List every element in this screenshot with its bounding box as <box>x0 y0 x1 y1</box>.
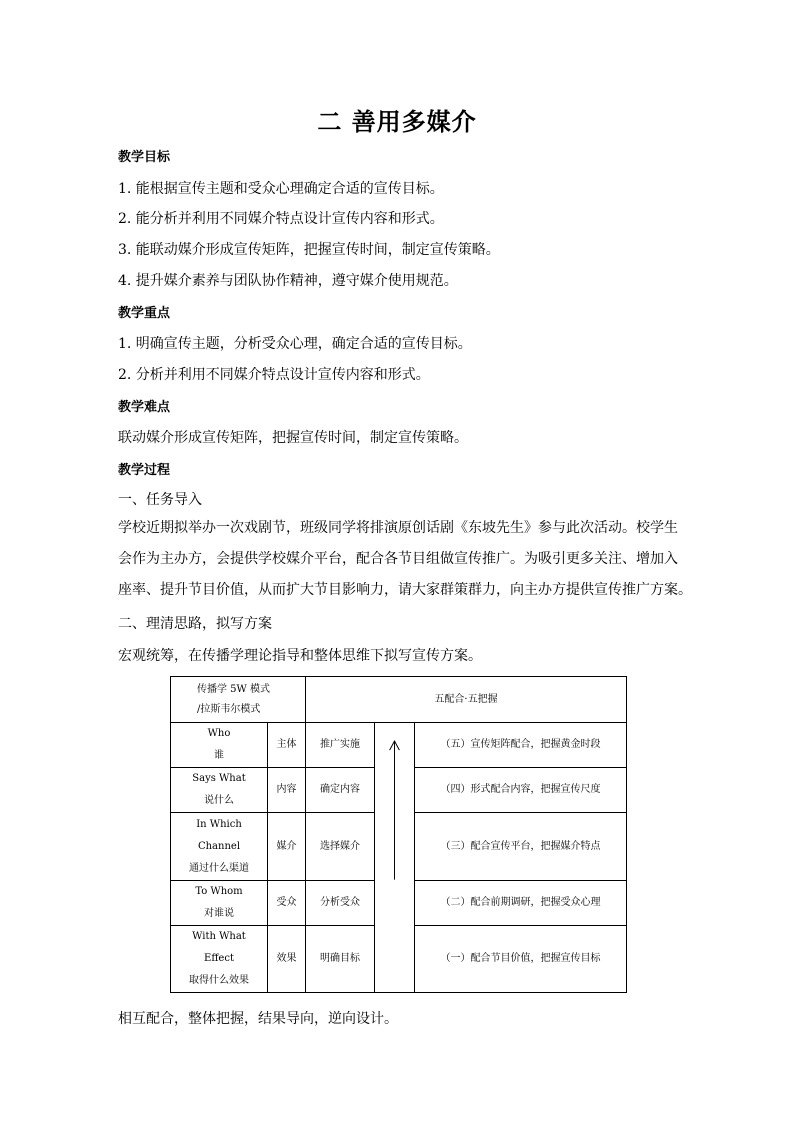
5w-model-table <box>170 676 627 993</box>
up-arrow-icon <box>375 723 414 992</box>
question-cell <box>171 926 268 993</box>
goals-heading: 教学目标 <box>118 150 171 165</box>
action-cell: 选择媒介 <box>306 813 375 881</box>
goal-item: 4. 提升媒介素养与团队协作精神，遵守媒介使用规范。 <box>118 273 458 289</box>
element-cell: 受众 <box>268 881 306 926</box>
strategy-cell: （四）形式配合内容，把握宣传尺度 <box>415 768 627 813</box>
strategy-cell: （二）配合前期调研，把握受众心理 <box>415 881 627 926</box>
question-cell <box>171 881 268 926</box>
paragraph-line: 座率、提升节目价值，从而扩大节目影响力，请大家群策群力，向主办方提供宣传推广方案。 <box>118 582 692 598</box>
goal-item: 3. 能联动媒介形成宣传矩阵，把握宣传时间，制定宣传策略。 <box>118 242 500 258</box>
question-line: Channel <box>197 840 241 852</box>
key-points-heading: 教学重点 <box>118 306 171 321</box>
paragraph-line: 会作为主办方，会提供学校媒介平台，配合各节目组做宣传推广。为吸引更多关注、增加入 <box>118 551 678 567</box>
question-line: In Which <box>196 818 242 830</box>
process-heading: 教学过程 <box>118 463 171 478</box>
part2-text: 宏观统筹，在传播学理论指导和整体思维下拟写宣传方案。 <box>118 648 482 664</box>
part1-title: 一、任务导入 <box>118 492 202 508</box>
difficulties-heading: 教学难点 <box>118 400 171 415</box>
table-header-row <box>171 677 627 723</box>
strategy-cell: （一）配合节目价值，把握宣传目标 <box>415 926 627 993</box>
strategy-cell: （三）配合宣传平台，把握媒介特点 <box>415 813 627 881</box>
element-cell: 效果 <box>268 926 306 993</box>
question-line: 取得什么效果 <box>189 975 249 986</box>
table-row <box>171 723 627 768</box>
goal-item: 2. 能分析并利用不同媒介特点设计宣传内容和形式。 <box>118 211 444 227</box>
action-cell: 确定内容 <box>306 768 375 813</box>
question-line: 对谁说 <box>204 908 234 919</box>
question-cell <box>171 813 268 881</box>
element-cell: 主体 <box>268 723 306 768</box>
up-arrow-cell <box>375 723 415 993</box>
question-cell <box>171 723 268 768</box>
header-right-cell: 五配合·五把握 <box>306 677 627 723</box>
question-line: 说什么 <box>204 795 234 806</box>
action-cell: 明确目标 <box>306 926 375 993</box>
strategy-cell: （五）宣传矩阵配合，把握黄金时段 <box>415 723 627 768</box>
question-line: With What <box>192 931 246 942</box>
question-line: Who <box>207 728 231 739</box>
question-line: To Whom <box>195 886 243 897</box>
action-cell: 分析受众 <box>306 881 375 926</box>
question-line: Effect <box>204 953 234 964</box>
action-cell: 推广实施 <box>306 723 375 768</box>
header-left-line: 传播学 5W 模式 <box>197 683 270 695</box>
question-line: Says What <box>192 773 246 784</box>
question-line: 通过什么渠道 <box>189 862 249 874</box>
part1-paragraph <box>118 513 692 606</box>
key-point-item: 2. 分析并利用不同媒介特点设计宣传内容和形式。 <box>118 367 430 383</box>
key-point-item: 1. 明确宣传主题，分析受众心理，确定合适的宣传目标。 <box>118 336 472 352</box>
question-line: 谁 <box>214 750 224 761</box>
paragraph-line: 学校近期拟举办一次戏剧节，班级同学将排演原创话剧《东坡先生》参与此次活动。校学生 <box>118 520 678 536</box>
element-cell: 内容 <box>268 768 306 813</box>
question-cell <box>171 768 268 813</box>
closing-text: 相互配合，整体把握，结果导向，逆向设计。 <box>118 1011 398 1027</box>
page-title: 二 善用多媒介 <box>317 108 477 136</box>
header-left-line: /拉斯韦尔模式 <box>197 703 261 715</box>
header-left-cell <box>171 677 306 723</box>
difficulties-text: 联动媒介形成宣传矩阵，把握宣传时间，制定宣传策略。 <box>118 430 468 446</box>
element-cell: 媒介 <box>268 813 306 881</box>
part2-title: 二、理清思路，拟写方案 <box>118 616 272 632</box>
goal-item: 1. 能根据宣传主题和受众心理确定合适的宣传目标。 <box>118 181 444 197</box>
